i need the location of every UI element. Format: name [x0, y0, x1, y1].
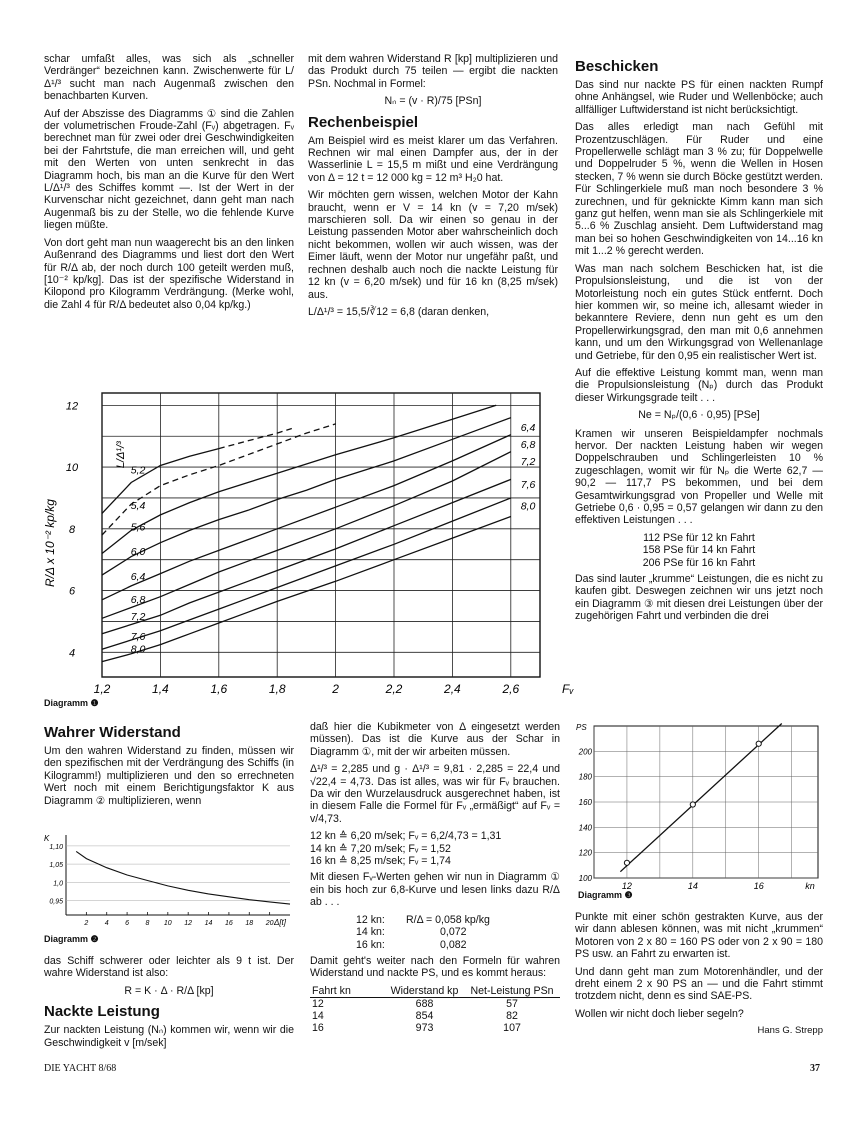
list-item: 14 kn ≙ 7,20 m/sek; Fᵥ = 1,52: [310, 842, 451, 855]
list-item: 16 kn: 0,082: [356, 938, 467, 951]
formula-net-power: Nₙ = (v · R)/75 [PSn]: [384, 95, 482, 108]
series-line-8,0: [102, 517, 511, 662]
table-row: 14 854 82: [312, 1009, 518, 1022]
x-tick-label: 14: [687, 881, 698, 891]
data-point: [756, 741, 761, 746]
paragraph: Um den wahren Widerstand zu finden, müssen wir den spezifischen mit der Verdrängung des Schiffs (in Kilogramm!) multiplizieren und den so errechneten Wert noch mit einem Berichtigungsfaktor K aus Diagramm ② multiplizieren, wenn: [44, 745, 294, 807]
curve-label-right: 7,2: [520, 455, 536, 468]
list-item: 12 kn ≙ 6,20 m/sek; Fᵥ = 6,2/4,73 = 1,31: [310, 830, 502, 843]
column-3: [575, 55, 823, 628]
curve-label-right: 7,6: [520, 479, 536, 492]
results-table: [310, 985, 560, 1034]
paragraph: daß hier die Kubikmeter von Δ eingesetzt werden müssen). Das ist die Kurve aus der Schar in Diagramm ①, mit der wir arbeiten müssen.: [310, 721, 560, 758]
x-tick-label: 1,4: [152, 682, 169, 696]
table-header: Widerstand kp: [385, 985, 464, 998]
y-tick-label: 180: [578, 772, 592, 782]
heading-rechenbeispiel: Rechenbeispiel: [308, 113, 419, 131]
x-tick-label: 1,8: [268, 682, 286, 696]
legend-title: L/Δ¹/³: [115, 441, 127, 469]
paragraph: Wir möchten gern wissen, welchen Motor der Kahn braucht, wenn er V = 14 kn (v = 7,20 m/sek) marschieren soll. Da wir einen so genau in der Leistung passenden Motor aber wahrscheinlich doch nicht bekommen, wollen wir auch wissen, was der Eimer läuft, wenn der Motor nur ungefähr paßt, und rechnen deshalb auch noch die nackte Leistung für 12 kn (v = 6,20 m/sek) und für 16 kn (8,25 m/sek) aus.: [308, 189, 558, 301]
author: Hans G. Strepp: [757, 1025, 823, 1037]
heading-beschicken: Beschicken: [575, 58, 659, 75]
diagram-2-caption: Diagramm ❷: [44, 934, 99, 944]
paragraph: Wollen wir nicht doch lieber segeln?: [575, 1007, 744, 1020]
series-line-7,6: [102, 498, 511, 649]
paragraph: Auf die effektive Leistung kommt man, wenn man die Propulsionsleistung (Nₚ) durch das Produkt dieser Wirkungsgrade teilt . . .: [575, 366, 823, 404]
formula-effective-power: Ne = Nₚ/(0,6 · 0,95) [PSe]: [638, 409, 760, 422]
y-tick-label: 0,95: [49, 898, 63, 906]
y-tick-label: 140: [578, 823, 592, 833]
y-tick-label: 1,10: [49, 843, 63, 851]
x-tick-label: 6: [125, 920, 130, 927]
x-axis-label: Fᵥ: [562, 682, 574, 696]
curve-label-left: 7,6: [130, 630, 146, 643]
y-tick-label: 1,05: [49, 862, 63, 870]
footer-magazine: DIE YACHT 8/68: [44, 1063, 117, 1074]
list-item: 16 kn ≙ 8,25 m/sek; Fᵥ = 1,74: [310, 855, 451, 868]
column-1-top: [44, 53, 294, 316]
y-tick-label: 6: [68, 585, 76, 598]
curve-label-right: 6,4: [520, 421, 536, 434]
paragraph: Was man nach solchem Beschicken hat, ist die Propulsionsleistung, und die ist von der Motorleistung noch ein gutes Stück entfernt. Doch hier kommen wir, so meine ich, allesamt wieder in bekanntere Reviere, denn nun geht es um den Propellerwirkungsgrad, den man mit 0,6 annehmen kann, und um den Wirkungsgrad von Wellenanlage und Getriebe, für den 0,95 ein realistischer Wert ist.: [575, 262, 823, 362]
diagram-3-caption: Diagramm ❸: [578, 890, 633, 900]
list-item: 14 kn: 0,072: [356, 926, 467, 939]
series-line-6,4: [102, 435, 511, 600]
x-tick-label: 20: [265, 920, 274, 927]
x-tick-label: 1,6: [210, 682, 228, 696]
paragraph: Kramen wir unseren Beispieldampfer nochmals hervor. Der nackten Leistung haben wir wegen Doppelschrauben und Schlingerleisten 10 % zugeschlagen, womit wir für Nₚ die Werte 62,7 — 90,2 — 117,7 PS bekommen, und bei dem Gesamtwirkungsgrad von Propeller und Welle mit Getriebe 0,6 · 0,95 = 0,57 gelangen wir dann zu den effektiven Leistungen . . .: [575, 427, 823, 527]
paragraph: Am Beispiel wird es meist klarer um das Verfahren. Rechnen wir mal einen Dampfer aus, der in der Wasserlinie L = 15,5 m mißt und eine Verdrängung von Δ = 12 t = 12 000 kg = 12 m³ H₂0 hat.: [308, 134, 558, 184]
table-header: Fahrt kn: [310, 985, 385, 998]
list-item: 206 PSe für 16 kn Fahrt: [642, 556, 756, 569]
table-row: 16 973 107: [312, 1021, 521, 1034]
curve-label-left: 8,0: [130, 643, 146, 656]
diagram-3: [574, 718, 824, 893]
paragraph: L/Δ¹/³ = 15,5/∛12 = 6,8 (daran denken,: [308, 305, 490, 318]
x-tick-label: 1,2: [93, 682, 111, 696]
x-tick-label: 16: [225, 920, 233, 927]
y-tick-label: 8: [68, 523, 76, 536]
heading-nackte-leistung: Nackte Leistung: [44, 1003, 160, 1021]
x-tick-label: 12: [184, 920, 193, 927]
column-2-bottom: [310, 721, 560, 1034]
paragraph: Das sind lauter „krumme“ Leistungen, die es nicht zu kaufen gibt. Deswegen zeichnen wir uns jetzt noch ein Diagramm ③ mit diesen drei Leistungen über der zugehörigen Fahrt und verbinden die drei: [575, 573, 823, 623]
y-axis-label: PS: [576, 723, 587, 732]
x-tick-label: 2: [84, 920, 89, 927]
speed-list: [310, 830, 560, 867]
x-tick-label: 18: [245, 920, 254, 927]
x-axis-label: Δ[t]: [273, 918, 287, 927]
diagram-2: [40, 827, 295, 935]
heading-wahrer-widerstand: Wahrer Widerstand: [44, 724, 181, 741]
paragraph: Punkte mit einer schön gestrakten Kurve, aus der wir dann ablesen können, was mit nicht „krummen“ Motoren von 2 x 80 = 160 PS oder von 2 x 90 = 180 PS usw. an Fahrt zu erwarten ist.: [575, 911, 823, 961]
paragraph: Mit diesen Fᵥ-Werten gehen wir nun in Diagramm ① ein bis hoch zur 6,8-Kurve und lesen links dazu R/Δ ab . . .: [310, 871, 560, 909]
curve-label-left: 6,8: [130, 593, 146, 606]
x-tick-label: 14: [204, 920, 213, 927]
y-tick-label: 160: [578, 798, 592, 807]
curve-label-right: 8,0: [520, 500, 536, 513]
curve-label-left: 6,0: [130, 546, 146, 559]
diagram-1: [40, 385, 574, 710]
paragraph: Damit geht's weiter nach den Formeln für wahren Widerstand und nackte PS, und es kommt heraus:: [310, 954, 560, 980]
table-row: 12 688 57: [312, 997, 518, 1010]
table-header: Net-Leistung PSn: [464, 985, 560, 998]
x-tick-label: 2,4: [444, 682, 461, 696]
x-tick-label: 8: [145, 920, 150, 927]
y-tick-label: 200: [578, 747, 592, 757]
y-tick-label: 120: [578, 848, 592, 858]
curve-label-left: 5,6: [130, 521, 146, 534]
formula-true-resistance: R = K · Δ · R/Δ [kp]: [124, 984, 214, 997]
paragraph: schar umfaßt alles, was sich als „schneller Verdränger“ bezeichnen kann. Zwischenwerte für L/Δ¹/³ sucht man nach Augenmaß zwischen den benachbarten Kurven.: [44, 53, 294, 103]
series-line-k: [76, 851, 290, 904]
plot-frame: [102, 393, 540, 677]
x-tick-label: 2: [332, 682, 339, 696]
paragraph: Δ¹/³ = 2,285 und g · Δ¹/³ = 9,81 · 2,285 = 22,4 und √22,4 = 4,73. Das ist alles, was wir für Fᵥ brauchen. Da wir den Wurzelausdruck ausgerechnet haben, ist in diesem Falle die Formel für Fᵥ „ermäßigt“ auf Fᵥ = v/4,73.: [310, 763, 560, 825]
series-line-7,2: [102, 479, 511, 633]
y-axis-label: K: [44, 834, 50, 843]
y-axis-label: R/Δ x 10⁻² kp/kg: [43, 499, 57, 587]
readings-list: [356, 914, 560, 951]
paragraph: das Schiff schwerer oder leichter als 9 t ist. Der wahre Widerstand ist also:: [44, 955, 294, 980]
column-3-bottom: [575, 911, 823, 1038]
paragraph: Das alles erledigt man nach Gefühl mit Prozentzuschlägen. Für Ruder und eine Propellerwelle schlägt man 3 % zu; für Doppelwelle und Doppelruder 5 %, wenn die Wellen in Hosen stecken, 7 % wenn sie durch Böcke gestützt werden. Für Schlingerkiele muß man noch besondere 3 % zurechnen, und für geknickte Kimm kann man sich ganz gut helfen, wenn man sie als Schlingerkiele mit 5...6 % Zuschlag ansieht. Dem Luftwiderstand mag man bei so hohen Geschwindigkeiten von 14...16 kn mit 1...2 % gerecht werden.: [575, 121, 823, 258]
paragraph: Und dann geht man zum Motorenhändler, und der dreht einem 2 x 90 PS an — und die Fahrt stimmt trotzdem nicht, denn es sind SAE-PS.: [575, 965, 823, 1003]
x-tick-label: 16: [753, 881, 764, 891]
x-tick-label: 10: [163, 920, 172, 927]
footer-page-number: 37: [810, 1063, 820, 1074]
paragraph: Auf der Abszisse des Diagramms ① sind die Zahlen der volumetrischen Froude-Zahl (Fᵥ) abgetragen. Fᵥ berechnet man für zwei oder drei Geschwindigkeiten bei der Fahrtstufe, die man erreichen will, und geht mit den Werten von unten senkrecht in das Diagramm hoch, bis man an die Kurve für den Wert L/Δ¹/³ des Schiffes kommt —. Ist der Wert in der Kurvenschar nicht gezeichnet, dann geht man nach Augenmaß bis zu der Stelle, wo die fehlende Kurve liegen müßte.: [44, 107, 294, 232]
series-line-dashed-5,2: [219, 429, 292, 449]
x-tick-label: 2,6: [502, 682, 520, 696]
series-line-5,6: [102, 405, 496, 553]
paragraph: Zur nackten Leistung (Nₙ) kommen wir, wenn wir die Geschwindigkeit v [m/sek]: [44, 1024, 294, 1049]
y-tick-label: 4: [68, 647, 76, 660]
column-1-bottom: [44, 721, 294, 812]
column-1-lower: [44, 955, 294, 1054]
curve-label-right: 6,8: [520, 438, 536, 451]
curve-label-left: 6,4: [130, 570, 146, 583]
diagram-1-caption: Diagramm ❶: [44, 698, 99, 708]
curve-label-left: 5,2: [130, 464, 146, 477]
data-point: [624, 860, 629, 865]
column-2-top: [308, 53, 558, 323]
data-point: [690, 802, 695, 807]
x-tick-label: 2,2: [385, 682, 403, 696]
y-tick-label: 12: [65, 400, 79, 413]
x-axis-label: kn: [805, 881, 815, 891]
y-tick-label: 10: [65, 462, 79, 475]
list-item: 12 kn: R/Δ = 0,058 kp/kg: [356, 913, 490, 926]
x-tick-label: 12: [621, 881, 632, 891]
paragraph: mit dem wahren Widerstand R [kp] multiplizieren und das Produkt durch 75 teilen — ergibt die nackten PSn. Nochmal in Formel:: [308, 53, 558, 90]
paragraph: Das sind nur nackte PS für einen nackten Rumpf ohne Anhängsel, wie Ruder und Wellenböcke; auch allfälliger Luftwiderstand ist nicht berücksichtigt.: [575, 79, 823, 116]
curve-label-left: 5,4: [130, 499, 146, 512]
power-list: [575, 532, 823, 569]
y-tick-label: 100: [578, 874, 592, 883]
series-line-6,8: [102, 452, 511, 619]
list-item: 112 PSe für 12 kn Fahrt: [643, 531, 755, 544]
y-tick-label: 1,0: [53, 880, 63, 888]
curve-label-left: 7,2: [130, 610, 146, 623]
list-item: 158 PSe für 14 kn Fahrt: [642, 544, 756, 557]
series-line-6,0: [102, 418, 511, 575]
x-tick-label: 4: [104, 920, 109, 927]
paragraph: Von dort geht man nun waagerecht bis an den linken Außenrand des Diagramms und liest dort den Wert für R/Δ ab, der noch durch 100 geteilt werden muß, [10⁻² kp/kg]. Das ist der spezifische Widerstand in Kilopond pro Kilogramm Verdrängung. (Merke wohl, die Zahl 4 für R/Δ bedeutet also 0,04 kp/kg.): [44, 236, 294, 311]
